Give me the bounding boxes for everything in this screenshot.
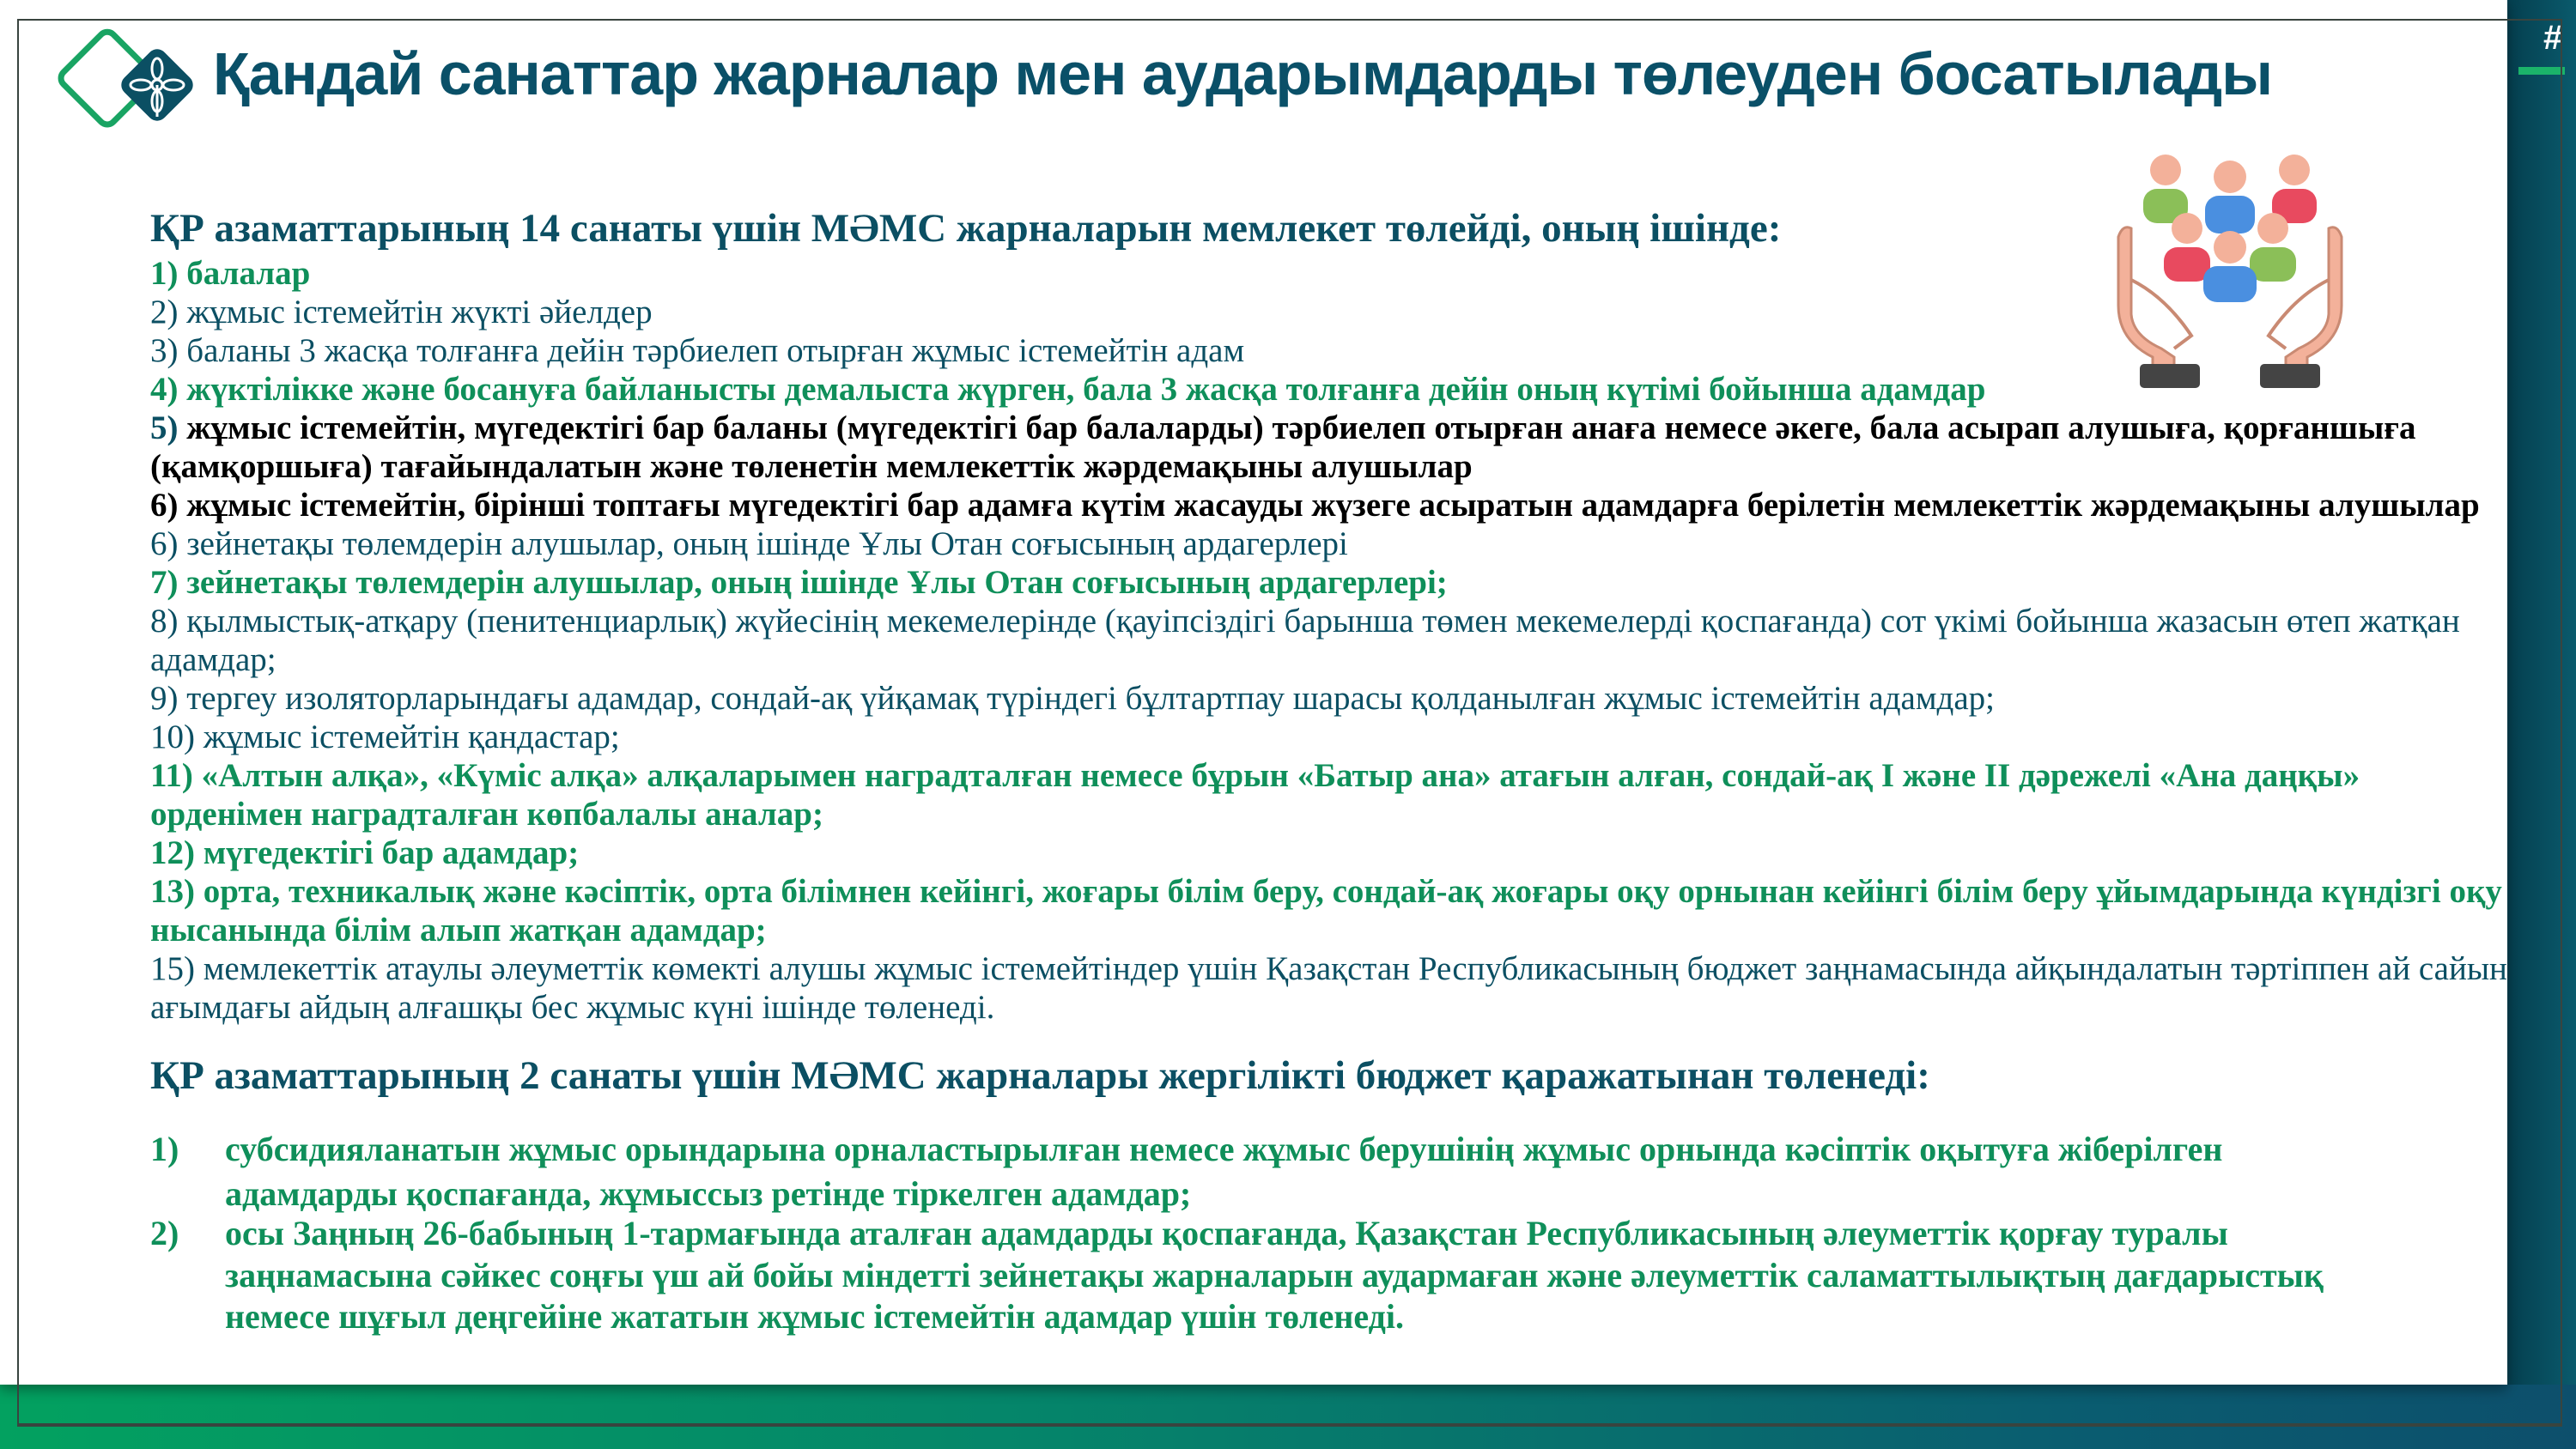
category-line <box>150 640 276 679</box>
hands-holding-people-icon <box>2114 151 2346 396</box>
category-line <box>150 370 1985 409</box>
category-line <box>150 331 1244 370</box>
category-line <box>150 911 767 949</box>
category-line <box>150 834 579 872</box>
line-text: 10) жұмыс істемейтін қандастар; <box>150 718 620 755</box>
section1-heading: ҚР азаматтарының 14 санаты үшін МӘМС жарналарын мемлекет төлейді, оның ішінде: <box>150 206 1782 251</box>
category-line <box>150 293 653 331</box>
line-text: 1) балалар <box>150 255 311 292</box>
list-number: 1) <box>150 1130 179 1168</box>
line-text: 6) зейнетақы төлемдерін алушылар, оның ішінде Ұлы Отан соғысының ардагерлері <box>150 525 1348 562</box>
bottom-band <box>0 1385 2576 1449</box>
category-line <box>150 679 1995 718</box>
list-number: 2) <box>150 1214 179 1252</box>
category-line <box>150 409 2416 447</box>
line-text: 9) тергеу изоляторларындағы адамдар, сондай-ақ үйқамақ түріндегі бұлтартпау шарасы қолданылған жұмыс істемейтін адамдар; <box>150 680 1996 717</box>
category-line <box>150 486 2480 524</box>
list-item-line: адамдарды қоспағанда, жұмыссыз ретінде тіркелген адамдар; <box>225 1174 1192 1213</box>
category-line <box>150 602 2460 640</box>
line-text: 7) зейнетақы төлемдерін алушылар, оның ішінде Ұлы Отан соғысының ардагерлері; <box>150 564 1448 601</box>
line-text: 12) мүгедектігі бар адамдар; <box>150 834 580 871</box>
category-line <box>150 988 994 1027</box>
line-text: нысанында білім алып жатқан адамдар; <box>150 912 767 949</box>
category-line <box>150 563 1448 602</box>
line-text: адамдар; <box>150 641 276 678</box>
category-line <box>150 949 2507 988</box>
category-line <box>150 756 2360 795</box>
line-text: 11) «Алтын алқа», «Күміс алқа» алқаларымен наградталған немесе бұрын «Батыр ана» атағын алған, сондай-ақ І және ІІ дәрежелі «Ана даңқы» <box>150 757 2360 794</box>
page-number: # <box>2543 19 2563 57</box>
page-title: Қандай санаттар жарналар мен аударымдарды төлеуден босатылады <box>213 40 2273 107</box>
category-line <box>150 795 823 834</box>
list-item-line: осы Заңның 26-бабының 1-тармағында аталған адамдарды қоспағанда, Қазақстан Республикасының әлеуметтік қорғау туралы <box>225 1214 2228 1252</box>
category-line <box>150 872 2502 911</box>
line-text: (қамқоршыға) тағайындалатын және төленетін мемлекеттік жәрдемақыны алушылар <box>150 448 1473 485</box>
list-item-line: заңнамасына сәйкес соңғы үш ай бойы міндетті зейнетақы жарналарын аудармаған және әлеуметтік саламаттылықтың дағдарыстық <box>225 1256 2324 1294</box>
fund-logo-icon <box>45 24 199 154</box>
line-text: 2) жұмыс істемейтін жүкті әйелдер <box>150 294 653 330</box>
category-line <box>150 447 1473 486</box>
section2-heading: ҚР азаматтарының 2 санаты үшін МӘМС жарналары жергілікті бюджет қаражатынан төленеді: <box>150 1053 1930 1098</box>
list-item-line: субсидияланатын жұмыс орындарына орналастырылған немесе жұмыс берушінің жұмыс орнында кәсіптік оқытуға жіберілген <box>225 1130 2223 1168</box>
line-text: 13) орта, техникалық және кәсіптік, орта білімнен кейінгі, жоғары білім беру, сондай-ақ жоғары оқу орнынан кейінгі білім беру ұйымдарында күндізгі оқу <box>150 873 2502 910</box>
line-text: 3) баланы 3 жасқа толғанға дейін тәрбиелеп отырған жұмыс істемейтін адам <box>150 332 1245 369</box>
category-line <box>150 718 620 756</box>
line-number: 5) <box>150 409 179 446</box>
line-text: 8) қылмыстық-атқару (пенитенциарлық) жүйесінің мекемелерінде (қауіпсіздігі барынша төмен мекемелерді қоспағанда) сот үкімі бойынша жазасын өтеп жатқан <box>150 603 2460 640</box>
line-text: 4) жүктілікке және босануға байланысты демалыста жүрген, бала 3 жасқа толғанға дейін оның күтімі бойынша адамдар <box>150 371 1986 408</box>
side-panel <box>2507 0 2576 1449</box>
line-text: орденімен наградталған көпбалалы аналар; <box>150 796 823 833</box>
list-item-line: немесе шұғыл деңгейіне жататын жұмыс істемейтін адамдар үшін төленеді. <box>225 1297 1404 1336</box>
side-accent-bar <box>2518 67 2565 75</box>
category-line <box>150 524 1348 563</box>
line-text: 15) мемлекеттік атаулы әлеуметтік көмекті алушы жұмыс істемейтіндер үшін Қазақстан Республикасының бюджет заңнамасында айқындалатын тәртіппен ай сайын <box>150 950 2507 987</box>
category-line <box>150 254 310 293</box>
line-text: 6) жұмыс істемейтін, бірінші топтағы мүгедектігі бар адамға күтім жасауды жүзеге асыратын адамдарға берілетін мемлекеттік жәрдемақыны алушылар <box>150 487 2480 524</box>
line-text: жұмыс істемейтін, мүгедектігі бар баланы (мүгедектігі бар балаларды) тәрбиелеп отырған анаға немесе әкеге, бала асырап алушыға, қорғаншыға <box>178 409 2416 446</box>
line-text: ағымдағы айдың алғашқы бес жұмыс күні ішінде төленеді. <box>150 989 995 1026</box>
